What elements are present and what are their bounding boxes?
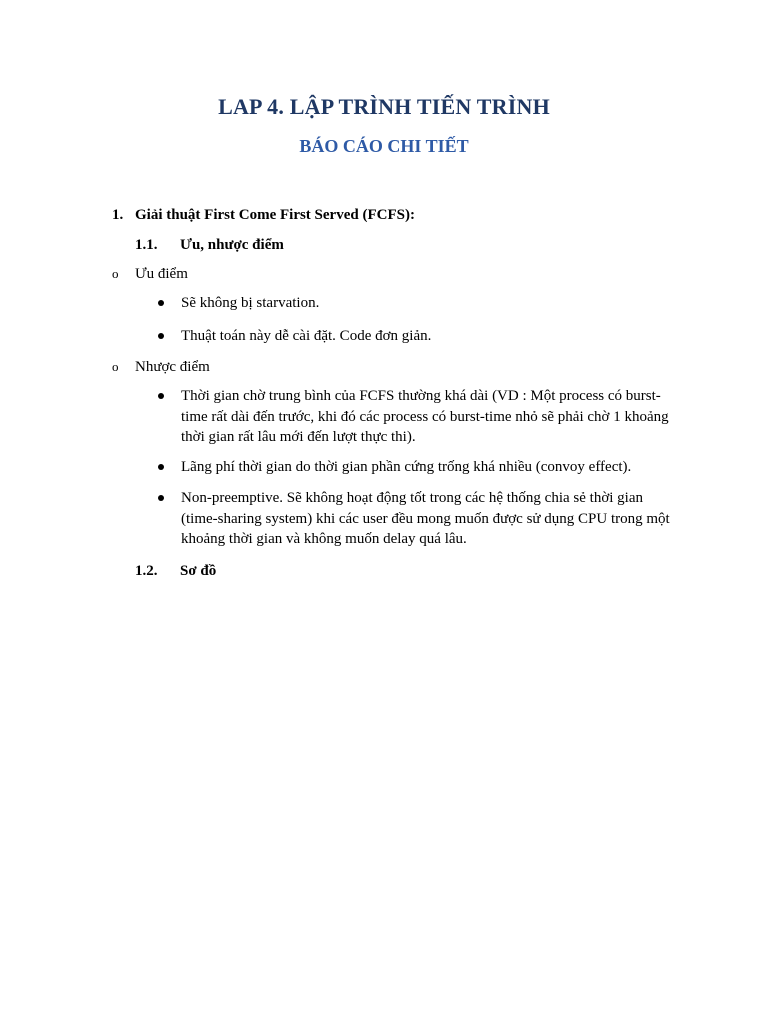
advantages-heading — [112, 264, 188, 284]
circle-bullet-icon: o — [112, 359, 119, 374]
bullet-dot-icon — [158, 300, 164, 306]
circle-bullet-icon: o — [112, 266, 119, 281]
list-item-text: Thuật toán này dễ cài đặt. Code đơn giản. — [181, 328, 432, 344]
section-1-number: 1. — [112, 207, 124, 223]
section-1-title: Giải thuật First Come First Served (FCFS): — [135, 207, 415, 223]
list-item — [158, 457, 683, 478]
list-item-text: Thời gian chờ trung bình của FCFS thường khá dài (VD : Một process có burst-time rất dài đến trước, khi đó các process có burst-time nhỏ sẽ phải chờ 1 khoảng thời gian rất lâu mới đến lượt thực thi). — [181, 388, 669, 445]
list-item — [158, 488, 683, 550]
list-item-text: Non-preemptive. Sẽ không hoạt động tốt trong các hệ thống chia sẻ thời gian (time-sharing system) khi các user đều mong muốn được sử dụng CPU trong một khoảng thời gian và không muốn delay quá lâu. — [181, 490, 670, 547]
disadvantages-label: Nhược điểm — [135, 359, 210, 375]
bullet-dot-icon — [158, 333, 164, 339]
bullet-dot-icon — [158, 464, 164, 470]
section-1-heading — [112, 205, 415, 225]
list-item-text: Sẽ không bị starvation. — [181, 295, 320, 311]
section-1-2-heading — [135, 561, 216, 581]
list-item — [158, 293, 683, 314]
disadvantages-heading — [112, 357, 210, 377]
list-item-text: Lãng phí thời gian do thời gian phần cứng trống khá nhiều (convoy effect). — [181, 459, 632, 475]
section-1-1-title: Ưu, nhược điểm — [180, 237, 284, 253]
section-1-2-title: Sơ đồ — [180, 563, 217, 579]
list-item — [158, 326, 683, 347]
advantages-label: Ưu điểm — [135, 266, 188, 282]
section-1-1-number: 1.1. — [135, 237, 158, 253]
list-item — [158, 386, 683, 448]
page-subtitle: BÁO CÁO CHI TIẾT — [299, 136, 469, 156]
section-1-2-number: 1.2. — [135, 563, 158, 579]
bullet-dot-icon — [158, 495, 164, 501]
section-1-1-heading — [135, 235, 284, 255]
bullet-dot-icon — [158, 393, 164, 399]
page-title: LAP 4. LẬP TRÌNH TIẾN TRÌNH — [218, 94, 550, 119]
